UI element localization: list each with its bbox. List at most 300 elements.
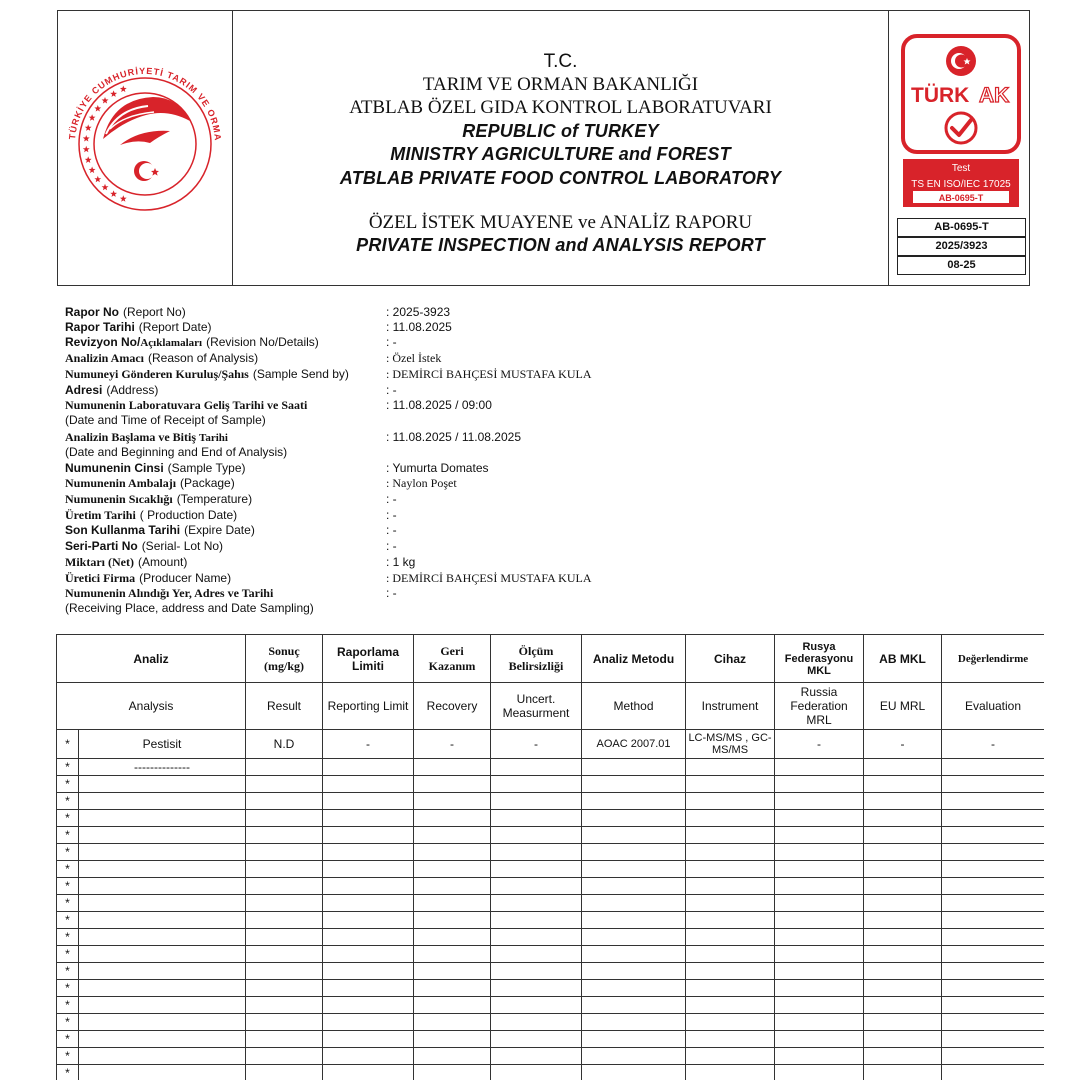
info-label-14: [65, 555, 187, 570]
info-label-tr: Üretim Tarihi: [65, 508, 136, 522]
seal-star-icon: [85, 156, 92, 163]
table-cell: [323, 929, 414, 946]
table-cell: [686, 980, 775, 997]
table-cell: [491, 844, 582, 861]
info-label-6: [65, 398, 307, 427]
table-cell: [414, 776, 491, 793]
table-cell: [323, 912, 414, 929]
table-cell: [775, 827, 864, 844]
table-cell: [686, 827, 775, 844]
table-cell: [582, 963, 686, 980]
table-cell: [491, 963, 582, 980]
info-label-1: [65, 320, 212, 334]
table-cell: -: [414, 730, 491, 759]
table-cell: [246, 1065, 323, 1080]
table-cell: [323, 759, 414, 776]
col-header-recovery-en: Recovery: [414, 683, 491, 730]
table-cell: [491, 1065, 582, 1080]
table-cell: [323, 878, 414, 895]
info-label-en: (Reason of Analysis): [148, 351, 259, 365]
table-cell: [414, 963, 491, 980]
info-value-16: : -: [386, 586, 397, 600]
table-cell: [942, 997, 1045, 1014]
table-cell: [686, 844, 775, 861]
table-cell: [246, 895, 323, 912]
row-marker: *: [57, 895, 79, 912]
info-label-11: [65, 508, 237, 523]
table-cell: [942, 1065, 1045, 1080]
table-cell: [414, 793, 491, 810]
table-header-tr: [57, 635, 1045, 683]
table-cell: [942, 963, 1045, 980]
table-row: [57, 1014, 1045, 1031]
info-value-12: : -: [386, 523, 397, 537]
info-value-8: : Yumurta Domates: [386, 461, 489, 475]
table-cell: [686, 912, 775, 929]
table-cell: [775, 1031, 864, 1048]
table-cell: [864, 963, 942, 980]
info-value-6: : 11.08.2025 / 09:00: [386, 398, 492, 412]
table-cell: [686, 1048, 775, 1065]
lab-en: ATBLAB PRIVATE FOOD CONTROL LABORATORY: [339, 168, 782, 188]
table-cell: [246, 827, 323, 844]
table-cell: [323, 1014, 414, 1031]
accreditation-cell: [889, 11, 1029, 285]
table-cell: [582, 793, 686, 810]
table-cell: [79, 895, 246, 912]
row-marker: *: [57, 912, 79, 929]
table-cell: [942, 1014, 1045, 1031]
info-label-en: (Sample Type): [167, 461, 246, 475]
info-label-tr: Numuneyi Gönderen Kuruluş/Şahıs: [65, 367, 249, 381]
table-cell: [864, 793, 942, 810]
table-cell: [246, 844, 323, 861]
table-cell: [864, 946, 942, 963]
table-cell: [246, 963, 323, 980]
table-cell: [582, 1048, 686, 1065]
row-marker: *: [57, 997, 79, 1014]
info-label-tr: Numunenin Sıcaklığı: [65, 492, 173, 506]
lab-tr: ATBLAB ÖZEL GIDA KONTROL LABORATUVARI: [349, 97, 772, 118]
info-label-16: [65, 586, 314, 615]
table-cell: [686, 1031, 775, 1048]
row-marker: *: [57, 929, 79, 946]
table-cell: [775, 878, 864, 895]
table-cell: [323, 997, 414, 1014]
table-cell: [414, 1014, 491, 1031]
col-header-eu-mrl-en: EU MRL: [864, 683, 942, 730]
table-cell: [79, 878, 246, 895]
info-label-0: [65, 305, 186, 319]
table-cell: [323, 793, 414, 810]
table-row: [57, 1048, 1045, 1065]
table-cell: -: [864, 730, 942, 759]
title-block: [233, 11, 889, 285]
info-value-7: : 11.08.2025 / 11.08.2025: [386, 430, 522, 444]
table-row: [57, 929, 1045, 946]
table-cell: [686, 929, 775, 946]
table-cell: [864, 1031, 942, 1048]
info-label-en: (Receiving Place, address and Date Sampling): [65, 601, 314, 615]
table-cell: [582, 861, 686, 878]
table-cell: N.D: [246, 730, 323, 759]
table-cell: [582, 1065, 686, 1080]
code-report: 2025/3923: [897, 237, 1026, 256]
table-cell: [942, 1031, 1045, 1048]
info-label-en: (Date and Beginning and End of Analysis): [65, 445, 288, 459]
info-label-4: [65, 367, 349, 382]
table-cell: [775, 1014, 864, 1031]
table-cell: [864, 895, 942, 912]
table-cell: [491, 759, 582, 776]
row-marker: *: [57, 1031, 79, 1048]
table-cell: [414, 929, 491, 946]
table-cell: [246, 793, 323, 810]
ministry-en: MINISTRY AGRICULTURE and FOREST: [390, 144, 731, 164]
table-cell: [864, 1014, 942, 1031]
table-cell: -: [491, 730, 582, 759]
seal-star-icon: [94, 176, 101, 183]
table-row: [57, 963, 1045, 980]
table-cell: [775, 1065, 864, 1080]
table-cell: [323, 963, 414, 980]
table-cell: --------------: [79, 759, 246, 776]
row-marker: *: [57, 1048, 79, 1065]
info-value-0: : 2025-3923: [386, 305, 451, 319]
table-cell: [246, 1014, 323, 1031]
table-cell: [491, 793, 582, 810]
table-cell: [491, 980, 582, 997]
table-cell: [686, 861, 775, 878]
table-cell: [775, 844, 864, 861]
info-label-tr: Revizyon No/: [65, 335, 141, 349]
info-label-13: [65, 539, 223, 553]
info-label-tr: Analizin Amacı: [65, 351, 145, 365]
info-label-15: [65, 571, 231, 586]
table-cell: [414, 946, 491, 963]
row-marker: *: [57, 793, 79, 810]
seal-star-icon: [85, 124, 92, 130]
info-value-15: : DEMİRCİ BAHÇESİ MUSTAFA KULA: [386, 571, 592, 585]
table-cell: [775, 810, 864, 827]
ministry-seal-icon: [58, 11, 233, 287]
table-cell: [491, 776, 582, 793]
info-label-en: (Date and Time of Receipt of Sample): [65, 413, 266, 427]
seal-star-icon: [83, 146, 90, 153]
info-label-tr: Numunenin Ambalajı: [65, 476, 177, 490]
row-marker: *: [57, 730, 79, 759]
table-cell: [775, 895, 864, 912]
table-cell: [582, 929, 686, 946]
info-label-3: [65, 351, 258, 366]
seal-star-icon: [83, 135, 90, 142]
table-cell: LC-MS/MS , GC-MS/MS: [686, 730, 775, 759]
table-cell: [246, 980, 323, 997]
table-cell: [864, 776, 942, 793]
row-marker: *: [57, 878, 79, 895]
seal-star-icon: [120, 86, 127, 93]
table-cell: [246, 997, 323, 1014]
info-label-en: (Amount): [137, 555, 188, 569]
table-cell: [79, 793, 246, 810]
col-header-analysis-tr: Analiz: [57, 635, 246, 683]
result-rows: [57, 730, 1045, 1080]
col-header-recovery-tr: Geri Kazanım: [414, 635, 491, 683]
table-cell: [582, 997, 686, 1014]
ministry-logo-cell: [58, 11, 233, 285]
info-label-tr: Rapor No: [65, 305, 119, 319]
table-cell: [79, 997, 246, 1014]
table-cell: [414, 895, 491, 912]
table-cell: [864, 759, 942, 776]
table-cell: [582, 912, 686, 929]
table-cell: Pestisit: [79, 730, 246, 759]
table-cell: [775, 963, 864, 980]
table-cell: [582, 759, 686, 776]
table-cell: [582, 1031, 686, 1048]
info-label-en: (Temperature): [176, 492, 253, 506]
table-cell: AOAC 2007.01: [582, 730, 686, 759]
col-header-russia-mrl-tr: Rusya Federasyonu MKL: [775, 635, 864, 683]
table-cell: [79, 980, 246, 997]
info-value-2: : -: [386, 335, 397, 349]
table-cell: [864, 844, 942, 861]
info-label-8: [65, 461, 245, 475]
table-cell: [686, 895, 775, 912]
table-cell: [942, 810, 1045, 827]
table-cell: [686, 793, 775, 810]
info-value-13: : -: [386, 539, 397, 553]
row-marker: *: [57, 759, 79, 776]
row-marker: *: [57, 1065, 79, 1080]
table-cell: [79, 827, 246, 844]
table-cell: [942, 793, 1045, 810]
table-cell: [414, 1048, 491, 1065]
turkak-badge-icon: [889, 11, 1029, 211]
table-cell: -: [775, 730, 864, 759]
table-cell: [775, 929, 864, 946]
table-cell: [491, 997, 582, 1014]
table-cell: [79, 946, 246, 963]
table-row: [57, 861, 1045, 878]
table-cell: [942, 827, 1045, 844]
col-header-eu-mrl-tr: AB MKL: [864, 635, 942, 683]
info-label-tr: Üretici Firma: [65, 571, 136, 585]
table-cell: [942, 912, 1045, 929]
table-row: [57, 895, 1045, 912]
info-label-tr: Numunenin Laboratuvara Geliş Tarihi ve Saati: [65, 398, 308, 412]
report-header: [57, 10, 1030, 286]
info-label-tr: Son Kullanma Tarihi: [65, 523, 181, 537]
report-title-en: PRIVATE INSPECTION and ANALYSIS REPORT: [356, 235, 765, 255]
table-cell: [775, 997, 864, 1014]
table-cell: [942, 844, 1045, 861]
info-label-tr: Numunenin Cinsi: [65, 461, 164, 475]
info-label-en: (Producer Name): [139, 571, 232, 585]
table-cell: [323, 1031, 414, 1048]
table-cell: [414, 1065, 491, 1080]
table-cell: [686, 759, 775, 776]
table-cell: [864, 861, 942, 878]
row-marker: *: [57, 844, 79, 861]
info-label-en: (Revision No/Details): [206, 335, 319, 349]
table-cell: [864, 827, 942, 844]
table-cell: [414, 912, 491, 929]
info-label-10: [65, 492, 252, 507]
table-cell: [864, 878, 942, 895]
info-value-11: : -: [386, 508, 397, 522]
ministry-tr: TARIM VE ORMAN BAKANLIĞI: [422, 74, 699, 95]
table-row: [57, 730, 1045, 759]
seal-star-icon: [102, 184, 109, 191]
table-cell: [775, 1048, 864, 1065]
badge-standard: TS EN ISO/IEC 17025: [911, 179, 1011, 190]
code-accreditation: AB-0695-T: [897, 218, 1026, 237]
info-label-tr-extra: Tarihi: [199, 432, 228, 444]
row-marker: *: [57, 980, 79, 997]
table-cell: [79, 1048, 246, 1065]
table-cell: [582, 1014, 686, 1031]
col-header-russia-mrl-en: Russia Federation MRL: [775, 683, 864, 730]
seal-star-icon: [120, 195, 127, 202]
table-cell: [686, 963, 775, 980]
info-label-en: (Address): [106, 383, 159, 397]
table-cell: [686, 878, 775, 895]
info-value-4: : DEMİRCİ BAHÇESİ MUSTAFA KULA: [386, 367, 592, 381]
table-cell: [323, 1065, 414, 1080]
table-header-en: [57, 683, 1045, 730]
info-label-tr: Seri-Parti No: [65, 539, 138, 553]
seal-star-icon: [110, 190, 117, 197]
table-cell: [775, 759, 864, 776]
table-cell: [775, 980, 864, 997]
info-value-9: : Naylon Poşet: [386, 476, 457, 490]
table-cell: [323, 776, 414, 793]
table-cell: [79, 810, 246, 827]
table-cell: [864, 980, 942, 997]
table-cell: [582, 776, 686, 793]
table-cell: [775, 793, 864, 810]
table-cell: [246, 810, 323, 827]
col-header-analysis-en: Analysis: [57, 683, 246, 730]
turkak-brand-suffix: AK: [979, 84, 1010, 107]
table-cell: [775, 946, 864, 963]
table-cell: [864, 1065, 942, 1080]
table-cell: [864, 810, 942, 827]
table-row: [57, 1031, 1045, 1048]
table-cell: [686, 810, 775, 827]
info-label-en: ( Production Date): [139, 508, 238, 522]
info-label-tr: Analizin Başlama ve Bitiş: [65, 430, 200, 444]
col-header-uncertainty-tr: Ölçüm Belirsizliği: [491, 635, 582, 683]
table-cell: [686, 776, 775, 793]
seal-star-icon: [89, 167, 96, 174]
table-cell: [414, 810, 491, 827]
table-cell: [414, 861, 491, 878]
table-cell: [942, 929, 1045, 946]
info-label-en: (Package): [180, 476, 235, 490]
table-cell: [79, 1014, 246, 1031]
col-header-reporting-limit-en: Reporting Limit: [323, 683, 414, 730]
info-label-en: (Report No): [123, 305, 186, 319]
table-cell: [414, 878, 491, 895]
info-value-14: : 1 kg: [386, 555, 416, 569]
table-cell: [323, 946, 414, 963]
col-header-reporting-limit-tr: Raporlama Limiti: [323, 635, 414, 683]
seal-star-icon: [89, 114, 96, 121]
table-cell: [775, 912, 864, 929]
table-cell: [942, 895, 1045, 912]
info-label-tr-extra: Açıklamaları: [140, 337, 203, 349]
table-cell: [942, 861, 1045, 878]
table-cell: [864, 929, 942, 946]
table-cell: [864, 1048, 942, 1065]
table-cell: [414, 997, 491, 1014]
table-cell: [323, 1048, 414, 1065]
col-header-result-en: Result: [246, 683, 323, 730]
table-row: [57, 793, 1045, 810]
table-cell: [414, 980, 491, 997]
table-cell: [582, 827, 686, 844]
table-cell: [491, 1048, 582, 1065]
info-label-en: (Report Date): [138, 320, 212, 334]
info-value-10: : -: [386, 492, 397, 506]
info-value-5: : -: [386, 383, 397, 397]
table-cell: [79, 844, 246, 861]
badge-test-label: Test: [951, 163, 971, 174]
table-cell: [323, 895, 414, 912]
table-cell: [246, 878, 323, 895]
table-cell: [582, 810, 686, 827]
table-cell: [414, 1031, 491, 1048]
table-cell: [79, 1065, 246, 1080]
svg-text:TÜRKİYE CUMHURİYETİ TARIM VE O: TÜRKİYE CUMHURİYETİ TARIM VE ORMA: [67, 65, 224, 142]
table-row: [57, 776, 1045, 793]
table-cell: [775, 861, 864, 878]
row-marker: *: [57, 776, 79, 793]
table-cell: [686, 1014, 775, 1031]
table-cell: [414, 844, 491, 861]
table-cell: [491, 861, 582, 878]
table-cell: [686, 946, 775, 963]
table-cell: [246, 1031, 323, 1048]
info-label-en: (Sample Send by): [252, 367, 349, 381]
row-marker: *: [57, 827, 79, 844]
table-cell: [686, 1065, 775, 1080]
table-cell: [491, 878, 582, 895]
table-cell: -: [323, 730, 414, 759]
info-label-en: (Expire Date): [184, 523, 255, 537]
table-row: [57, 810, 1045, 827]
table-cell: [79, 912, 246, 929]
table-cell: [323, 844, 414, 861]
table-cell: [491, 810, 582, 827]
table-cell: [582, 878, 686, 895]
country-en: REPUBLIC of TURKEY: [462, 121, 659, 141]
seal-star-icon: [94, 105, 101, 112]
col-header-method-tr: Analiz Metodu: [582, 635, 686, 683]
seal-star-icon: [110, 90, 117, 97]
table-cell: [79, 861, 246, 878]
row-marker: *: [57, 1014, 79, 1031]
table-cell: [491, 895, 582, 912]
table-cell: [775, 776, 864, 793]
table-row: [57, 946, 1045, 963]
table-cell: [323, 810, 414, 827]
seal-star-icon: [102, 97, 109, 104]
row-marker: *: [57, 946, 79, 963]
table-cell: [942, 759, 1045, 776]
